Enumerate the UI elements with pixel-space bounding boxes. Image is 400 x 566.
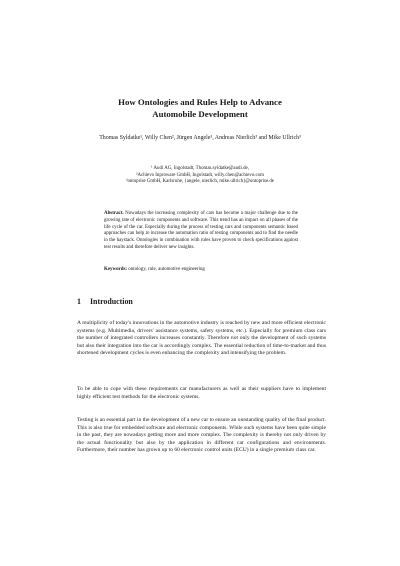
- intro-paragraph-3: Testing is an essential part in the development of a new car to ensure an outstanding quality of the final product. This is also true for embedded software and electronic components. While such systems have been quite simple in the past, they are nowadays getting more and more complex. The complexity is thereby not only driven by the actual functionality but also by the application in different car configurations and environments. Furthermore, their number has grown up to 60 electronic control units (ECU) in a single premium class car.: [77, 417, 326, 454]
- keywords: [104, 267, 298, 274]
- keywords-text: ontology, rule, automotive engineering: [128, 267, 205, 272]
- abstract-text: Nowadays the increasing complexity of cars has become a major challenge due to the growing rate of electronic components and software. This trend has an impact on all phases of the life cycle of the car. Especially during the process of testing cars and components semantic based approaches can help to increase the automation ratio of testing components and to find the needle in the haystack. Ontologies in combination with rules have proven to check specifications against test results and therefore deliver new insights.: [104, 211, 299, 250]
- affiliation-ontoprise: ³ontoprise GmbH, Karlsruhe, {angele, nierlich, mike.ullrich}@ontoprise.de: [126, 179, 274, 184]
- intro-paragraph-1: A multiplicity of today's innovations in the automotive industry is reached by new and more efficient electronic systems (e.g. Multimedia, drivers' assistance systems, safety systems, etc.). Especially for premium class cars the number of integrated controllers increases constantly. Therefore not only the development of such systems but also their integration into the car is accordingly complex. The essential reduction of time-to-market and thus shortened development cycles is even enhancing the complexity and intensifying the problem.: [77, 320, 326, 357]
- keywords-label: Keywords:: [104, 267, 128, 272]
- section-title: Introduction: [89, 297, 133, 306]
- intro-paragraph-2: To be able to cope with these requirements car manufacturers as well as their suppliers have to implement highly efficient test methods for the electronic systems.: [77, 386, 326, 400]
- title-line-1: How Ontologies and Rules Help to Advance: [118, 97, 282, 107]
- affiliations: [70, 166, 330, 186]
- abstract-label: Abstract.: [104, 211, 124, 216]
- affiliation-achievo: ²Achievo Inproware GmbH, Ingolstadt, willy.chen@achievo.com: [136, 172, 264, 178]
- abstract: [104, 211, 298, 252]
- affiliation-audi: ¹ Audi AG, Ingolstadt, Thomas.syldatke@audi.de,: [151, 166, 249, 171]
- section-number: 1: [77, 297, 81, 306]
- title-line-2: Automobile Development: [152, 108, 248, 119]
- paper-title: [60, 97, 340, 120]
- section-heading-introduction: [77, 297, 327, 307]
- author-list: Thomas Syldatke¹, Willy Chen², Jürgen Angele³, Andreas Nierlich³ and Mike Ullrich³: [99, 135, 301, 141]
